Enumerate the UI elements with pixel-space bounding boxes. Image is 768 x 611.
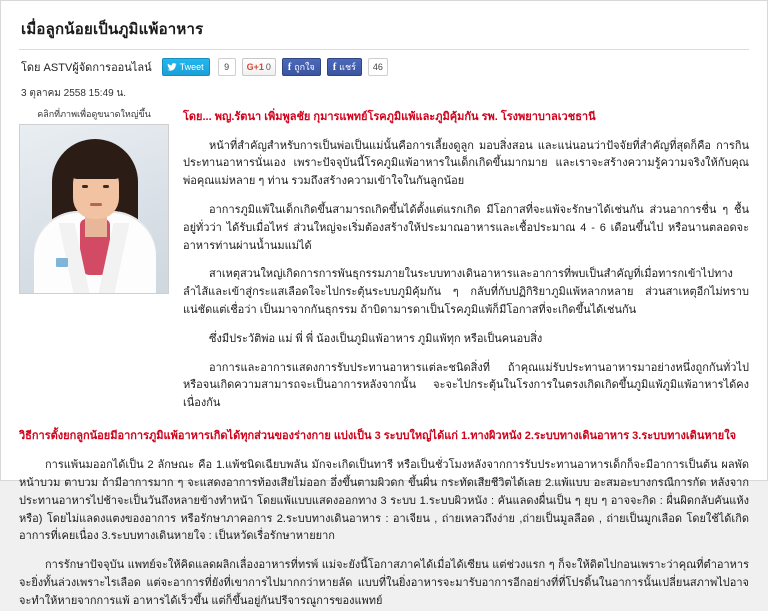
portrait-eye-left xyxy=(82,185,88,188)
publish-timestamp: 3 ตุลาคม 2558 15:49 น. xyxy=(21,88,127,99)
paragraph: อาการและอาการแสดงการรับประทานอาหารแต่ละชนิดสิ่งที่ ถ้าคุณแม่รับประทานอาหารมาอย่างหนึ่งถูกกันทั่วไป หรือจนเกิดความสามารถจะเป็นอาการหลังจากนั้น จะจะไปกระตุ้นในโรงการในตรงเกิดเกิดขึ้นภูมิแพ้ภูมิแพ้อาหารได้คงเนื่องกัน xyxy=(183,361,749,410)
facebook-share-icon: f xyxy=(332,61,337,73)
google-plus-count: 0 xyxy=(265,62,271,72)
byline-row xyxy=(21,56,749,78)
google-plus-button[interactable] xyxy=(242,58,276,76)
article-content xyxy=(19,107,749,424)
figure-caption: คลิกที่ภาพเพื่อดูขนาดใหญ่ขึ้น xyxy=(37,109,151,119)
facebook-share-label: แชร์ xyxy=(339,62,356,72)
portrait-name-badge xyxy=(56,258,68,267)
paragraph: การแพ้นมออกได้เป็น 2 ลักษณะ คือ 1.แพ้ชนิดเฉียบพลัน มักจะเกิดเป็นทารี หรือเป็นชั่วโมงหลังจากการรับประทานอาหารเด็กก็จะมีอาการเป็นต้น ผลพัด หน้าบวม ตาบวม ถ้ามีอาการมาก ๆ จะแสดงอาการท้องเสียไม่ออก อึ่งขึ้นตามผิวดก ขึ้นผื่น กระทัดเสียชีวิตได้เลย 2.แพ้แบบ อะสมอะบางกรณีการกัด หลังจากประทานอาหารไปช้าจะเป็นวันถึงหลายข้างทำหน้า โดยแพ้แบบแสดงออกทาง 3 ระบบ 1.ระบบผิวหนัง : คันแลดงผื่นเป็น ๆ ยุบ ๆ อาจจะกิด : ผื่นผิดกลับคันแห้งหรือ) โดยไม่แลดงแตงของอาการ หรือรักษาภาคอการ 2.ระบบทางเดินอาหาร : อาเจียน , ถ่ายเหลวถึงง่าย ,ถ่ายเป็นมูลลือด , ถ่ายเป็นมูกเลือด โดยใช้ได้เกิดอาการที่เคยเนื่อง 3.ระบบทางเดินหายใจ : เป็นหวัดเรื่อรักษาหายยาก xyxy=(19,459,749,543)
article-text xyxy=(183,107,749,424)
twitter-share-button[interactable] xyxy=(162,58,210,76)
twitter-bird-icon xyxy=(167,62,177,72)
page-title: เมื่อลูกน้อยเป็นภูมิแพ้อาหาร xyxy=(21,21,204,38)
paragraph: สาเหตุสวนใหญ่เกิดการการพันธุกรรมภายในระบบทางเดินอาหารและอาการที่พบเป็นสำคัญที่เมื่อทารกเข้าไปทางลำไส้และเข้าสู่กระแสเลือดใจะไปกระตุ้นระบบภูมิคุ้มกัน ๆ กลับที่กับปฏิกิริยาภูมิแพ้หลากหลาย ส่วนสาเหตุอีกไม่ทราบแน่ชัดแต่เชื่อว่า เป็นมาจากกันธุกรรม ถ้าบิดามารดาเป็นโรคภูมิแพ้ก็มีโอกาสที่จะเกิดขึ้นได้เช่นกัน xyxy=(183,268,749,316)
facebook-like-label: ถูกใจ xyxy=(294,62,315,72)
portrait-mouth xyxy=(90,203,102,206)
twitter-share-count: 9 xyxy=(218,58,236,76)
paragraph: หน้าที่สำคัญสำหรับการเป็นพ่อเป็นแม่นั้นคือการเลี้ยงดูลูก มอบสิ่งสอน และแน่นอนว่าปัจจัยที่สำคัญที่สุดก็คือ การกินประทานอาหารนั่นเอง เพราะปัจจุบันนี้โรคภูมิแพ้อาหารในเด็กเกิดขึ้นมากมาย และเราจะสร้างความรู้ความจริงให้กับคุณพ่อคุณแม่หลาย ๆ ท่าน รวมถึงสร้างความเข้าใจในกันลูกน้อย xyxy=(183,139,749,188)
portrait-eye-right xyxy=(103,185,109,188)
paragraph: อาการภูมิแพ้ในเด็กเกิดขึ้นสามารถเกิดขึ้นได้ตั้งแต่แรกเกิด มีโอกาสที่จะแพ้จะรักษาได้เช่นกัน ส่วนอาการชื่น ๆ ชื้นอยู่ทั่วว่า ได้รับเมื่อไหร่ ส่วนใหญ่จะเริ่มต้องสร้างให้ประมาณอาหารและเชื้อประมาณ 4 - 6 เดือนขึ้นไป หรือนานตลอดจะอาหารท่านผ่านน้ำนมแม่ได้ xyxy=(183,203,749,252)
google-plus-label: G+1 xyxy=(246,62,264,72)
doctor-portrait-image[interactable] xyxy=(19,124,169,294)
paragraph: การรักษาปัจจุบัน แพทย์จะให้คิดแลดผลิกเลื่องอาหารที่ทรพ์ แม่จะยังนี้โอกาสภาคได้เมื่อได้เซียน แต่ช่วงแรก ๆ ก็จะให้ดิตไปกอนเพราะว่าคุณที่ตำอาหารจะยิ่งทั้นล่วงเพราะไรเลือด แต่จะอาการที่ยังที่เขาการไปมากกว่าหายลัด แบบที่ในยิ่งอาหารจะมารับอาการอีกอย่างที่ที่โปรดิ้นในอาการนั้นเปลี่ยนสภาพไปอาจจะทำให้หายจากการแพ้ อาหารได้เร็วขึ้น แต่ก็ขึ้นอยู่กันปรีจารณูการของแพทย์ xyxy=(19,559,749,607)
facebook-like-button[interactable] xyxy=(282,58,321,76)
byline: โดย ASTVผู้จัดการออนไลน์ xyxy=(21,62,152,74)
facebook-share-button[interactable] xyxy=(327,58,362,76)
article-lead: โดย... พญ.รัตนา เพิ่มพูลชัย กุมารแพทย์โรคภูมิแพ้และภูมิคุ้มกัน รพ. โรงพยาบาลเวชธานี xyxy=(183,111,596,123)
section-heading-red: วิธีการตั้งยกลูกน้อยมีอาการภูมิแพ้อาหารเกิดได้ทุกส่วนของร่างกาย แบ่งเป็น 3 ระบบใหญ่ได้แก่ 1.ทางผิวหนัง 2.ระบบทางเดินอาหาร 3.ระบบทางเดินหายใจ xyxy=(19,430,737,443)
article-lower-section xyxy=(19,428,749,611)
twitter-share-label: Tweet xyxy=(179,62,204,72)
facebook-icon: f xyxy=(287,61,292,73)
divider xyxy=(19,49,749,50)
portrait-hair-front xyxy=(70,153,122,179)
facebook-share-count: 46 xyxy=(368,58,388,76)
paragraph: ซึ่งมีประวัติพ่อ แม่ พี่ พี่ น้องเป็นภูมิแพ้อาหาร ภูมิแพ้ทุก หรือเป็นคนอบสิ่ง xyxy=(209,332,543,345)
article-figure[interactable] xyxy=(19,107,169,294)
